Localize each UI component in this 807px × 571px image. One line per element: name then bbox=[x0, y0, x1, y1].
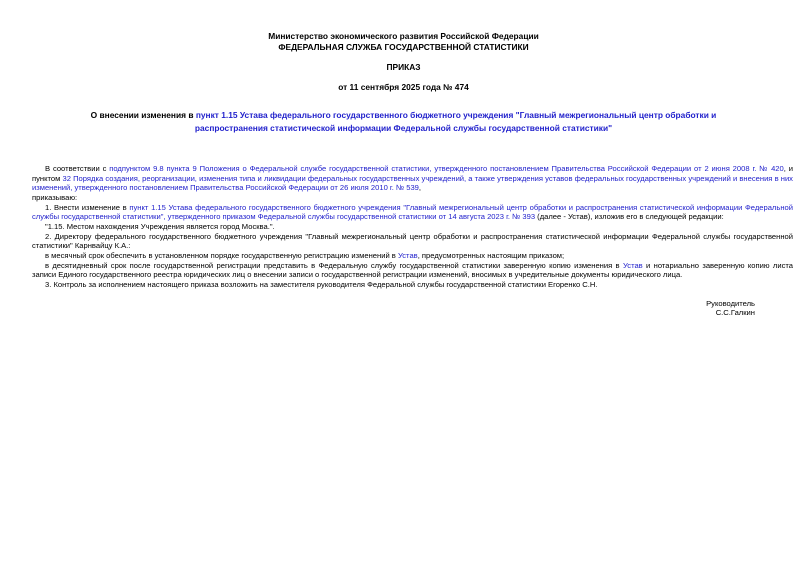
preamble-text-1: В соответствии с bbox=[45, 164, 110, 173]
paragraph-item-2a bbox=[32, 251, 793, 261]
item2a-text-1: в месячный срок обеспечить в установленном порядке государственную регистрацию изменений в bbox=[45, 250, 398, 260]
signature-role: Руководитель bbox=[706, 298, 755, 308]
item2b-text-2: и нотариально заверенную копию листа записи Единого государственного реестра юридических лиц о внесении записи о государственной регистрации изменений, вносимых в учредительные документы юридического лица. bbox=[32, 260, 793, 280]
paragraph-preamble bbox=[32, 164, 793, 193]
charter-393-link[interactable]: пункт 1.15 Устава федерального государственного бюджетного учреждения "Главный межрегиональный центр обработки и распространения статистической информации Федеральной службы государственной статистики", утвержденного приказом Федеральной службы государственной статистики от 14 августа 2023 г. № 393 bbox=[32, 202, 793, 222]
title-charter-link[interactable]: пункт 1.15 Устава федерального государственного бюджетного учреждения "Главный межрегиональный центр обработки и распространения статистической информации Федеральной службы государственной статистики" bbox=[194, 110, 717, 133]
ustav-link-1[interactable]: Устав bbox=[397, 250, 418, 260]
paragraph-item-1 bbox=[32, 203, 793, 222]
ministry-name: Министерство экономического развития Российской Федерации bbox=[268, 31, 539, 41]
paragraph-item-2: 2. Директору федерального государственного бюджетного учреждения "Главный межрегиональный центр обработки и распространения статистической информации Федеральной службы государственной статистики" Карнвайцу К.А.: bbox=[32, 231, 793, 251]
item2a-text-2: , предусмотренных настоящим приказом; bbox=[417, 250, 565, 260]
order-539-link[interactable]: 32 Порядка создания, реорганизации, изменения типа и ликвидации федеральных государственных учреждений, а также утверждения уставов федеральных государственных учреждений и внесения в них изменений, утвержденного постановлением Правительства Российской Федерации от 26 июля 2010 г. № 539 bbox=[32, 173, 793, 193]
document-body bbox=[32, 164, 793, 318]
ustav-link-2[interactable]: Устав bbox=[622, 260, 643, 270]
item1-text-1: 1. Внести изменение в bbox=[45, 202, 130, 212]
agency-name: ФЕДЕРАЛЬНАЯ СЛУЖБА ГОСУДАРСТВЕННОЙ СТАТИСТИКИ bbox=[278, 42, 529, 52]
preamble-text-2: , и пунктом bbox=[32, 164, 793, 183]
document-header bbox=[0, 0, 807, 93]
paragraph-item-1-15: "1.15. Местом нахождения Учреждения является город Москва.". bbox=[45, 221, 275, 231]
item1-text-2: (далее - Устав), изложив его в следующей редакции: bbox=[535, 212, 724, 222]
paragraph-order-word: приказываю: bbox=[32, 192, 78, 202]
document-title bbox=[66, 109, 742, 135]
paragraph-item-3: 3. Контроль за исполнением настоящего приказа возложить на заместителя руководителя Федеральной службы государственной статистики Егоренко С.Н. bbox=[45, 279, 598, 289]
paragraph-item-2b bbox=[32, 261, 793, 280]
document-type: ПРИКАЗ bbox=[386, 62, 421, 72]
item2b-text-1: в десятидневный срок после государственной регистрации представить в Федеральную службу государственной статистики заверенную копию изменения в bbox=[45, 260, 623, 270]
signature-name: С.С.Галкин bbox=[715, 308, 755, 318]
preamble-text-3: , bbox=[418, 183, 422, 193]
document-date-number: от 11 сентября 2025 года № 474 bbox=[338, 82, 469, 92]
regulation-420-link[interactable]: подпунктом 9.8 пункта 9 Положения о Федеральной службе государственной статистики, утвержденного постановлением Правительства Российской Федерации от 2 июня 2008 г. № 420 bbox=[109, 164, 784, 173]
signature-block bbox=[32, 299, 793, 318]
title-prefix: О внесении изменения в bbox=[90, 110, 196, 120]
